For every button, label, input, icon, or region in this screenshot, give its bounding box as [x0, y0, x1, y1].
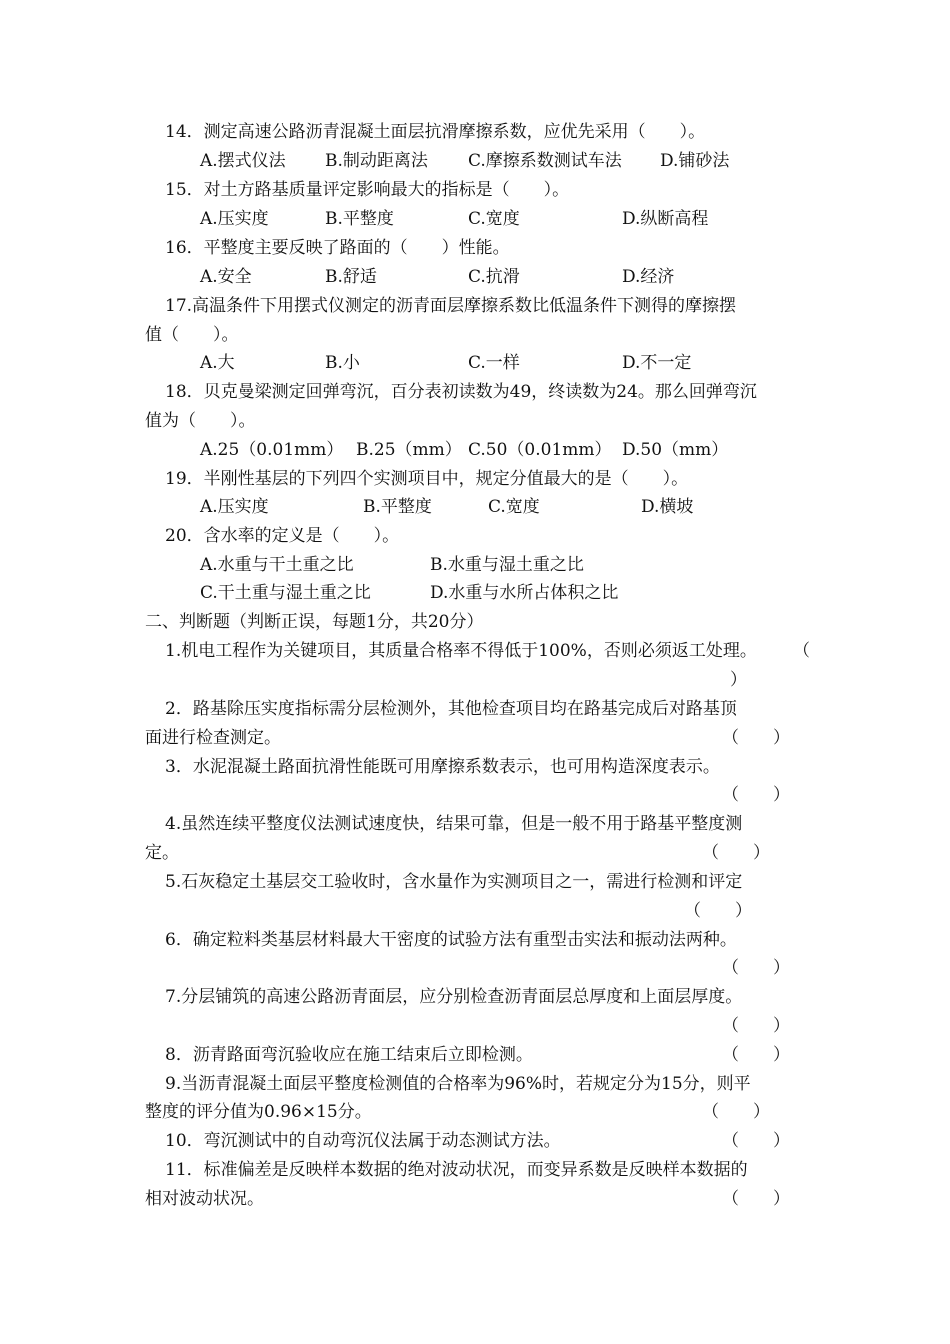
question-20-option-a: A.水重与干土重之比 [200, 555, 354, 575]
question-15-stem: 15．对土方路基质量评定影响最大的指标是（ ）。 [165, 180, 570, 200]
judge-item-3-paren: （ ） [722, 785, 790, 805]
judge-item-2-cont: 面进行检查测定。 [145, 728, 281, 748]
question-17-stem-cont: 值（ ）。 [145, 325, 239, 345]
question-16-option-d: D.经济 [622, 267, 675, 287]
judge-item-8-paren: （ ） [722, 1045, 790, 1065]
question-15-option-d: D.纵断高程 [622, 209, 709, 229]
question-18-stem: 18．贝克曼梁测定回弹弯沉，百分表初读数为49，终读数为24。那么回弹弯沉 [165, 382, 757, 402]
judge-item-2-paren: （ ） [722, 728, 790, 748]
question-18-option-c: C.50（0.01mm） [468, 440, 612, 460]
judge-item-7-paren: （ ） [722, 1016, 790, 1036]
question-19-option-b: B.平整度 [363, 497, 432, 517]
judge-item-11-cont: 相对波动状况。 [145, 1189, 264, 1209]
question-20-option-b: B.水重与湿土重之比 [430, 555, 584, 575]
question-14-option-b: B.制动距离法 [325, 151, 428, 171]
judge-item-11-paren: （ ） [722, 1189, 790, 1209]
question-15-option-b: B.平整度 [325, 209, 394, 229]
section-heading-judge: 二、判断题（判断正误，每题1分，共20分） [145, 612, 484, 632]
question-14-option-a: A.摆式仪法 [200, 151, 286, 171]
question-19-stem: 19．半刚性基层的下列四个实测项目中，规定分值最大的是（ ）。 [165, 469, 689, 489]
judge-item-9-cont: 整度的评分值为0.96×15分。 [145, 1102, 372, 1122]
question-19-option-d: D.横坡 [641, 497, 694, 517]
judge-item-5: 5.石灰稳定土基层交工验收时，含水量作为实测项目之一，需进行检测和评定 [165, 872, 743, 892]
question-20-option-c: C.干土重与湿土重之比 [200, 583, 371, 603]
question-14-stem: 14．测定高速公路沥青混凝土面层抗滑摩擦系数，应优先采用（ ）。 [165, 122, 706, 142]
question-18-option-d: D.50（mm） [622, 440, 729, 460]
question-14-option-d: D.铺砂法 [660, 151, 730, 171]
judge-item-11: 11．标准偏差是反映样本数据的绝对波动状况，而变异系数是反映样本数据的 [165, 1160, 748, 1180]
judge-item-10-paren: （ ） [722, 1131, 790, 1151]
question-19-option-c: C.宽度 [488, 497, 540, 517]
question-16-option-a: A.安全 [200, 267, 252, 287]
question-16-option-b: B.舒适 [325, 267, 377, 287]
question-17-option-a: A.大 [200, 353, 235, 373]
judge-item-4-cont: 定。 [145, 843, 179, 863]
judge-item-1: 1.机电工程作为关键项目，其质量合格率不得低于100%，否则必须返工处理。 [165, 641, 757, 661]
judge-item-4: 4.虽然连续平整度仪法测试速度快，结果可靠，但是一般不用于路基平整度测 [165, 814, 743, 834]
judge-item-1-paren-close: ） [730, 670, 747, 690]
judge-item-10: 10．弯沉测试中的自动弯沉仪法属于动态测试方法。 [165, 1131, 561, 1151]
question-18-option-a: A.25（0.01mm） [200, 440, 344, 460]
judge-item-3: 3．水泥混凝土路面抗滑性能既可用摩擦系数表示，也可用构造深度表示。 [165, 757, 720, 777]
judge-item-2: 2．路基除压实度指标需分层检测外，其他检查项目均在路基完成后对路基顶 [165, 699, 737, 719]
judge-item-6-paren: （ ） [722, 958, 790, 978]
judge-item-5-paren: （ ） [684, 901, 752, 921]
question-18-option-b: B.25（mm） [356, 440, 462, 460]
question-15-option-c: C.宽度 [468, 209, 520, 229]
question-17-option-b: B.小 [325, 353, 360, 373]
question-18-stem-cont: 值为（ ）。 [145, 411, 256, 431]
judge-item-7: 7.分层铺筑的高速公路沥青面层，应分别检查沥青面层总厚度和上面层厚度。 [165, 987, 743, 1007]
judge-item-9: 9.当沥青混凝土面层平整度检测值的合格率为96%时，若规定分为15分，则平 [165, 1074, 751, 1094]
question-20-stem: 20．含水率的定义是（ ）。 [165, 526, 400, 546]
question-20-option-d: D.水重与水所占体积之比 [430, 583, 619, 603]
question-17-option-c: C.一样 [468, 353, 520, 373]
question-15-option-a: A.压实度 [200, 209, 269, 229]
question-14-option-c: C.摩擦系数测试车法 [468, 151, 622, 171]
judge-item-4-paren: （ ） [702, 843, 770, 863]
judge-item-6: 6．确定粒料类基层材料最大干密度的试验方法有重型击实法和振动法两种。 [165, 930, 737, 950]
question-16-option-c: C.抗滑 [468, 267, 520, 287]
question-16-stem: 16．平整度主要反映了路面的（ ）性能。 [165, 238, 510, 258]
judge-item-1-paren-open: （ [793, 641, 810, 661]
question-19-option-a: A.压实度 [200, 497, 269, 517]
judge-item-8: 8．沥青路面弯沉验收应在施工结束后立即检测。 [165, 1045, 533, 1065]
judge-item-9-paren: （ ） [702, 1102, 770, 1122]
question-17-option-d: D.不一定 [622, 353, 692, 373]
question-17-stem: 17.高温条件下用摆式仪测定的沥青面层摩擦系数比低温条件下测得的摩擦摆 [165, 296, 737, 316]
